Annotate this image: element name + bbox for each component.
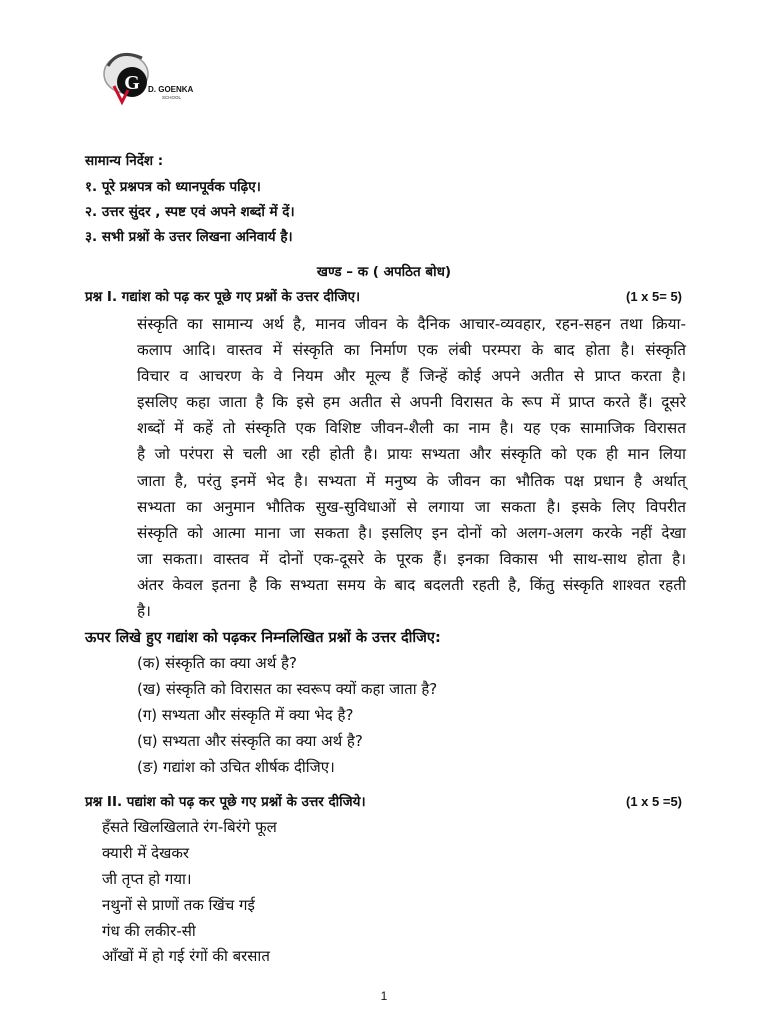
prose-passage [137,311,686,624]
logo-letter: G [124,72,140,94]
question-1-marks: (1 x 5= 5) [626,289,683,304]
passage-line: अंतर केवल इतना है कि सभ्यता समय के बाद बदलती रहती है, किंतु संस्कृति शाश्वत रहती [137,575,686,594]
poem-line: क्यारी में देखकर [102,844,190,862]
poem-line: जी तृप्त हो गया। [102,870,192,888]
passage-line: है। [137,602,151,621]
passage-line: संस्कृति को आत्मा माना जा सकता है। इसलिए इन दोनों को अलग-अलग करके नहीं देखा [137,523,686,542]
passage-line: संस्कृति का सामान्य अर्थ है, मानव जीवन के दैनिक आचार-व्यवहार, रहन-सहन तथा क्रिया- [137,315,686,333]
logo-sub-text: SCHOOL [162,95,182,100]
page-number: 1 [380,989,388,1003]
sub-question: (ङ) गद्यांश को उचित शीर्षक दीजिए। [137,758,335,776]
passage-line: इसलिए कहा जाता है कि इसे हम अतीत से अपनी विरासत के रूप में प्राप्त करते हैं। दूसरे [137,393,686,412]
school-logo [98,46,216,110]
sub-question: (ख) संस्कृति को विरासत का स्वरूप क्यों कहा जाता है? [137,680,438,698]
question-1-label: प्रश्न I. गद्यांश को पढ़ कर पूछे गए प्रश्नों के उत्तर दीजिए। [85,289,361,305]
passage-line: विचार व आचरण के वे नियम और मूल्य हैं जिन्हें कोई अपने अतीत से प्राप्त करता है। [137,367,686,386]
passage-line: सभ्यता का अनुमान भौतिक सुख-सुविधाओं से लगाया जा सकता है। इसके लिए विपरीत [137,497,686,516]
instruction-item: २. उत्तर सुंदर , स्पष्ट एवं अपने शब्दों में दें। [85,204,295,220]
instructions-heading: सामान्य निर्देश : [85,153,164,169]
passage-line: शब्दों में कहें तो संस्कृति एक विशिष्ट जीवन-शैली का नाम है। यह एक सामाजिक विरासत [137,419,686,438]
passage-line: जा सकता। वास्तव में दोनों एक-दूसरे के पूरक हैं। इनका विकास भी साथ-साथ होता है। [137,549,686,568]
section-title: खण्ड – क ( अपठित बोध) [316,264,452,280]
logo-brand-text: D. GOENKA [148,85,194,94]
poem-line: आँखों में हो गई रंगों की बरसात [102,947,270,965]
question-2-marks: (1 x 5 =5) [626,794,683,809]
poem-line: गंध की लकीर-सी [102,922,196,940]
instruction-item: १. पूरे प्रश्नपत्र को ध्यानपूर्वक पढ़िए। [85,179,261,195]
question-1-prompt: ऊपर लिखे हुए गद्यांश को पढ़कर निम्नलिखित प्रश्नों के उत्तर दीजिए: [85,630,441,646]
poem-line: हँसते खिलखिलाते रंग-बिरंगे फूल [102,818,277,836]
question-2-label: प्रश्न II. पद्यांश को पढ़ कर पूछे गए प्रश्नों के उत्तर दीजिये। [85,794,366,810]
passage-line: जाता है, परंतु इनमें भेद है। सभ्यता में मनुष्य के जीवन का भौतिक पक्ष प्रधान है अर्थात् [137,471,686,490]
sub-question: (क) संस्कृति का क्या अर्थ है? [137,654,297,672]
passage-line: है जो परंपरा से चली आ रही होती है। प्रायः सभ्यता और संस्कृति को एक ही मान लिया [137,445,686,464]
passage-line: कलाप आदि। वास्तव में संस्कृति का निर्माण एक लंबी परम्परा के बाद होता है। संस्कृति [137,341,686,360]
sub-question: (घ) सभ्यता और संस्कृति का क्या अर्थ है? [137,732,363,750]
sub-question: (ग) सभ्यता और संस्कृति में क्या भेद है? [137,706,354,724]
logo-emblem-icon [98,46,216,110]
instruction-item: ३. सभी प्रश्नों के उत्तर लिखना अनिवार्य है। [85,229,293,245]
poem-line: नथुनों से प्राणों तक खिंच गई [102,896,255,914]
